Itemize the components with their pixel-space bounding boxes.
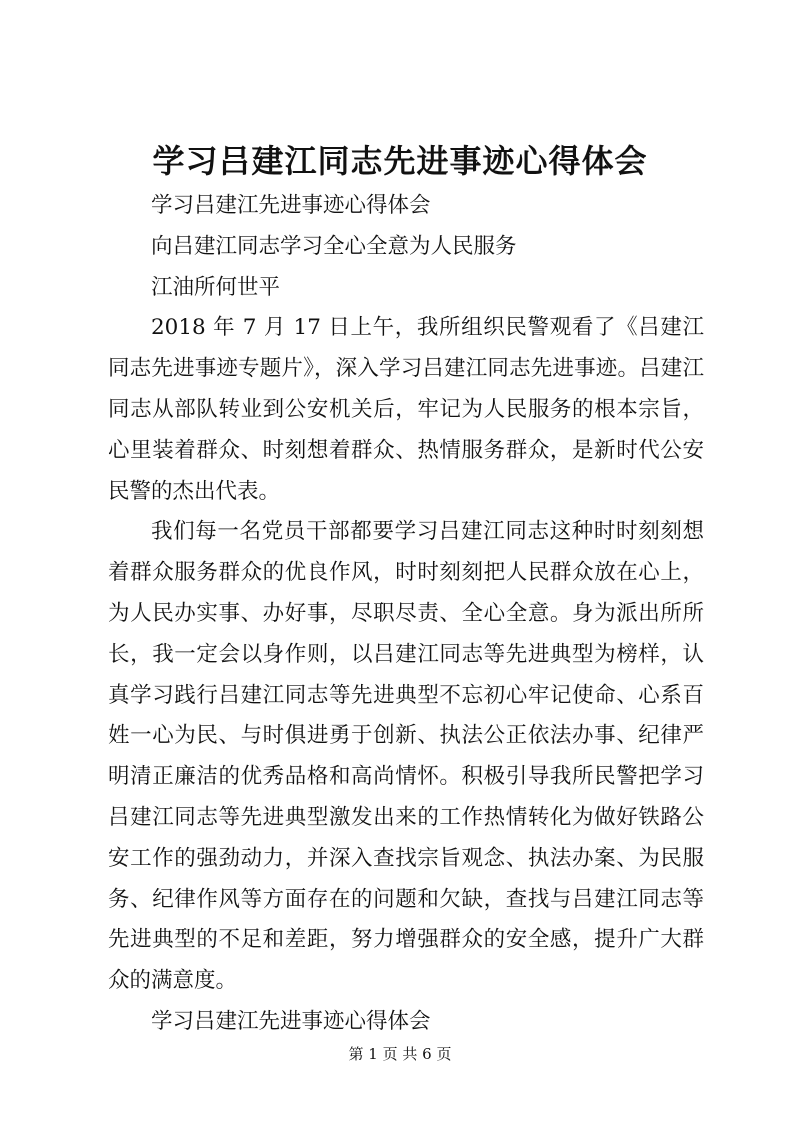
- page-number-footer: 第 1 页 共 6 页: [348, 1045, 452, 1063]
- document-body: [108, 186, 704, 1043]
- author-paragraph: 江油所何世平: [151, 274, 281, 300]
- body-paragraph: 我们每一名党员干部都要学习吕建江同志这种时时刻刻想着群众服务群众的优良作风，时时刻刻把人民群众放在心上，为人民办实事、办好事，尽职尽责、全心全意。身为派出所所长，我一定会以身作则，以吕建江同志等先进典型为榜样，认真学习践行吕建江同志等先进典型不忘初心牢记使命、心系百姓一心为民、与时俱进勇于创新、执法公正依法办事、纪律严明清正廉洁的优秀品格和高尚情怀。积极引导我所民警把学习吕建江同志等先进典型激发出来的工作热情转化为做好铁路公安工作的强劲动力，并深入查找宗旨观念、执法办案、为民服务、纪律作风等方面存在的问题和欠缺，查找与吕建江同志等先进典型的不足和差距，努力增强群众的安全感，提升广大群众的满意度。: [108, 519, 704, 994]
- subtitle-paragraph: 学习吕建江先进事迹心得体会: [151, 193, 431, 218]
- document-title: 学习吕建江同志先进事迹心得体会: [152, 142, 648, 180]
- heading-paragraph: 向吕建江同志学习全心全意为人民服务: [151, 233, 517, 259]
- section-heading-paragraph: 学习吕建江先进事迹心得体会: [151, 1008, 431, 1034]
- body-paragraph: 2018 年 7 月 17 日上午，我所组织民警观看了《吕建江同志先进事迹专题片》，深入学习吕建江同志先进事迹。吕建江同志从部队转业到公安机关后，牢记为人民服务的根本宗旨，心里装着群众、时刻想着群众、热情服务群众，是新时代公安民警的杰出代表。: [108, 315, 704, 504]
